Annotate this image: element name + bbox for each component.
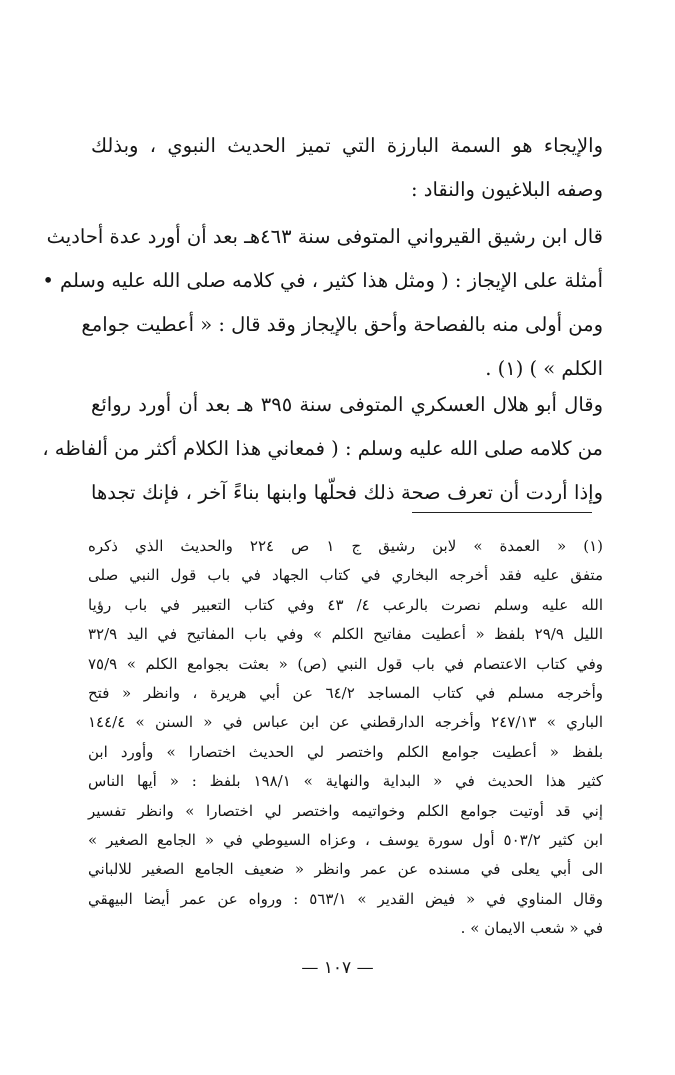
text-line: قال ابن رشيق القيرواني المتوفى سنة ٤٦٣هـ بعد أن أورد عدة أحاديث bbox=[46, 225, 603, 248]
footnote-line: في « شعب الايمان » . bbox=[460, 919, 603, 938]
footnote-divider bbox=[412, 512, 592, 513]
text-line: ومن أولى منه بالفصاحة وأحق بالإيجاز وقد قال : « أعطيت جوامع bbox=[81, 313, 603, 336]
footnote-line: ابن كثير ٥٠٣/٢ أول سورة يوسف ، وعزاه السيوطي في « الجامع الصغير » bbox=[88, 830, 603, 849]
footnote-line: وأخرجه مسلم في كتاب المساجد ٦٤/٢ عن أبي هريرة ، وانظر « فتح bbox=[88, 683, 603, 702]
text-line: وصفه البلاغيون والنقاد : bbox=[411, 178, 603, 201]
paragraph-abu-hilal bbox=[42, 383, 603, 515]
text-line: الكلم » ) (١) . bbox=[485, 357, 603, 380]
footnote-line: الى أبي يعلى في مسنده عن عمر وانظر « ضعيف الجامع الصغير للالباني bbox=[88, 860, 603, 879]
footnote-line: (١) « العمدة » لابن رشيق ج ١ ص ٢٢٤ والحديث الذي ذكره bbox=[88, 537, 603, 555]
footnote-line: بلفظ « أعطيت جوامع الكلم واختصر لي الحديث اختصارا » وأورد ابن bbox=[88, 742, 603, 761]
footnote-line: الليل ٢٩/٩ بلفظ « أعطيت مفاتيح الكلم » وفي باب المفاتيح في اليد ٣٢/٩ bbox=[88, 625, 604, 644]
footnote bbox=[88, 532, 603, 943]
footnote-line: الباري » ٢٤٧/١٣ وأخرجه الدارقطني عن ابن عباس في « السنن » ١٤٤/٤ bbox=[88, 713, 603, 732]
footnote-line: الله عليه وسلم نصرت بالرعب ٤/ ٤٣ وفي كتاب التعبير في باب رؤيا bbox=[88, 595, 603, 614]
footnote-line: إني قد أوتيت جوامع الكلم وخواتيمه واختصر لي اختصارا » وانظر تفسير bbox=[88, 801, 603, 820]
text-line: أمثلة على الإيجاز : ( ومثل هذا كثير ، في كلامه صلى الله عليه وسلم • bbox=[42, 269, 603, 292]
footnote-line: متفق عليه فقد أخرجه البخاري في كتاب الجهاد في باب قول النبي صلى bbox=[88, 566, 603, 585]
paragraph-ibn-rashiq bbox=[42, 215, 603, 391]
text-line: وقال أبو هلال العسكري المتوفى سنة ٣٩٥ هـ بعد أن أورد روائع bbox=[91, 393, 603, 416]
page-number: — ١٠٧ — bbox=[301, 958, 374, 978]
paragraph-intro bbox=[91, 124, 603, 212]
text-line: وإذا أردت أن تعرف صحة ذلك فحلّها وابنها بناءً آخر ، فإنك تجدها bbox=[91, 481, 603, 504]
text-line: والإيجاء هو السمة البارزة التي تميز الحديث النبوي ، وبذلك bbox=[91, 134, 603, 157]
footnote-line: كثير هذا الحديث في « البداية والنهاية » ١٩٨/١ بلفظ : « أيها الناس bbox=[88, 772, 603, 791]
text-line: من كلامه صلى الله عليه وسلم : ( فمعاني هذا الكلام أكثر من ألفاظه ، bbox=[42, 437, 603, 460]
footnote-line: وقال المناوي في « فيض القدير » ٥٦٣/١ : ورواه عن عمر أيضا البيهقي bbox=[88, 889, 603, 908]
footnote-line: وفي كتاب الاعتصام في باب قول النبي (ص) « بعثت بجوامع الكلم » ٧٥/٩ bbox=[88, 654, 603, 673]
